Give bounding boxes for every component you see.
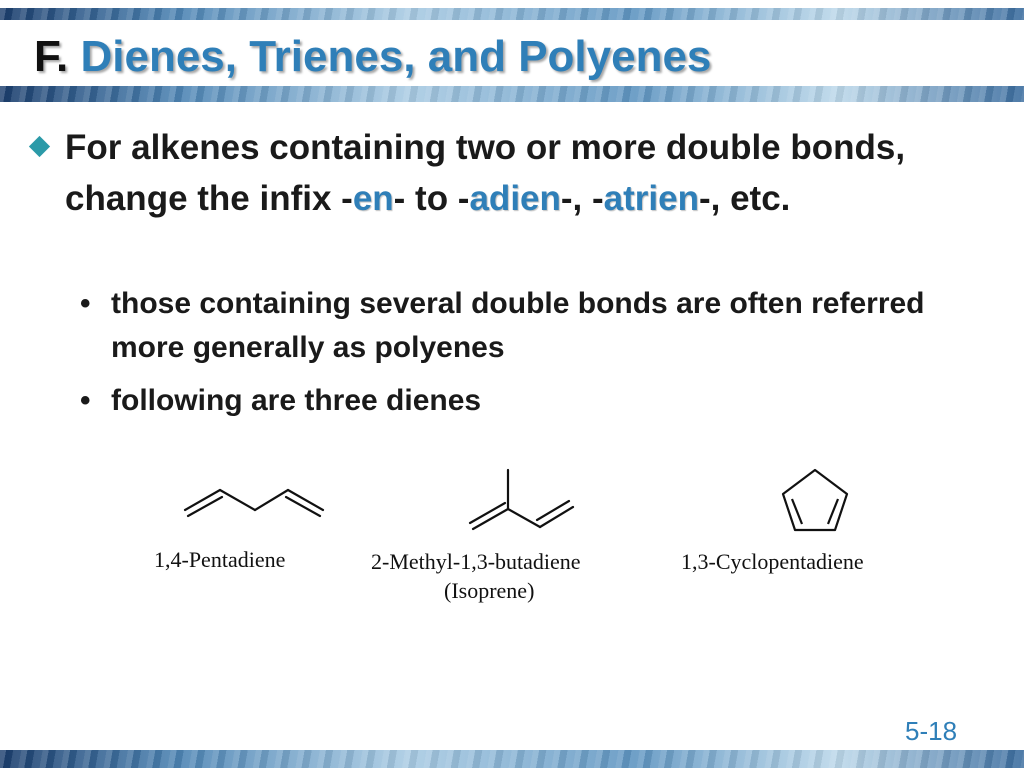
cyclopentadiene-label: 1,3-Cyclopentadiene (681, 549, 864, 574)
bullet-dot-icon: • (80, 384, 91, 417)
bottom-decorative-band (0, 750, 1024, 768)
cyclopentadiene-structure (775, 466, 855, 536)
isoprene-label: 2-Methyl-1,3-butadiene (371, 549, 581, 574)
main-bullet-part4: -, etc. (698, 179, 791, 218)
diamond-bullet-icon (29, 136, 50, 157)
main-bullet-text (65, 122, 1012, 224)
main-bullet-part1: For alkenes containing two or more double bonds, change the infix - (65, 128, 906, 218)
sub-bullet-1-text: those containing several double bonds are often referred more generally as polyenes (111, 287, 925, 364)
isoprene-structure (465, 465, 580, 537)
sub-bullet-1 (80, 282, 980, 370)
isoprene-common-name: (Isoprene) (444, 578, 535, 603)
pentadiene-label: 1,4-Pentadiene (154, 547, 286, 572)
title-underline-band (0, 86, 1024, 102)
page-number: 5-18 (905, 716, 958, 746)
slide-title (34, 28, 711, 86)
infix-atrien: atrien (603, 179, 699, 218)
sub-bullet-2 (80, 379, 980, 423)
infix-adien: adien (469, 179, 561, 218)
title-main: Dienes, Trienes, and Polyenes (80, 32, 712, 81)
main-bullet (32, 122, 1012, 224)
main-bullet-part3: -, - (560, 179, 604, 218)
main-bullet-part2: - to - (393, 179, 470, 218)
bullet-dot-icon: • (80, 287, 91, 320)
title-prefix: F. (34, 32, 69, 81)
sub-bullet-2-text: following are three dienes (111, 384, 482, 417)
pentadiene-structure (180, 480, 330, 525)
top-decorative-band (0, 8, 1024, 20)
infix-en: en (352, 179, 394, 218)
